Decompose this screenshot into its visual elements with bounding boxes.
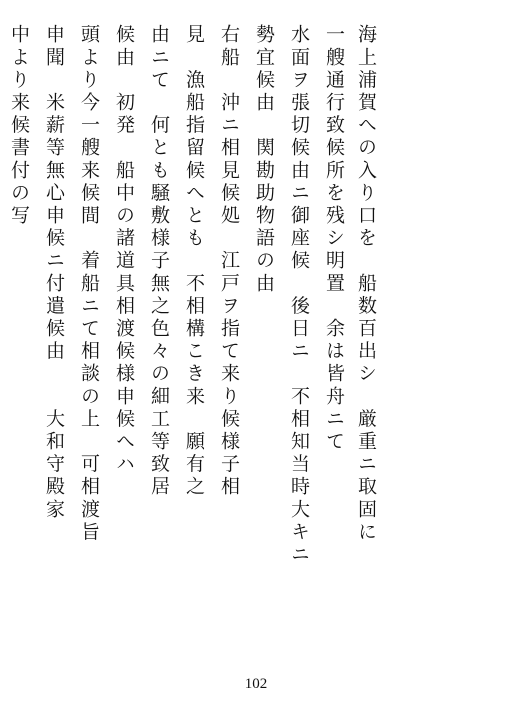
page-number: 102 [244, 676, 268, 692]
text-column-11: 中より来候書付の写 [8, 24, 30, 228]
text-column-1: 海上浦賀への入り口を 船数百出シ 厳重ニ取固に [355, 24, 377, 544]
text-column-7: 由ニて 何とも騒敷様子無之色々の細工等致居 [148, 24, 170, 499]
text-column-2: 一艘通行致候所を残シ明置 余は皆舟ニて [323, 24, 345, 454]
text-column-4: 勢宜候由 関勘助物語の由 [253, 24, 275, 296]
text-column-10: 申聞 米薪等無心申候ニ付遣候由 大和守殿家 [43, 24, 65, 522]
text-column-5: 右船 沖ニ相見候処 江戸ヲ指て来り候様子相 [218, 24, 240, 499]
text-column-3: 水面ヲ張切候由ニ御座候 後日ニ 不相知当時大キニ [288, 24, 310, 567]
text-column-9: 頭より今一艘来候間 着船ニて相談の上 可相渡旨 [78, 24, 100, 544]
text-column-6: 見 漁船指留候へとも 不相構こき来 願有之 [183, 24, 205, 499]
text-column-8: 候由 初発 船中の諸道具相渡候様申候へハ [113, 24, 135, 476]
